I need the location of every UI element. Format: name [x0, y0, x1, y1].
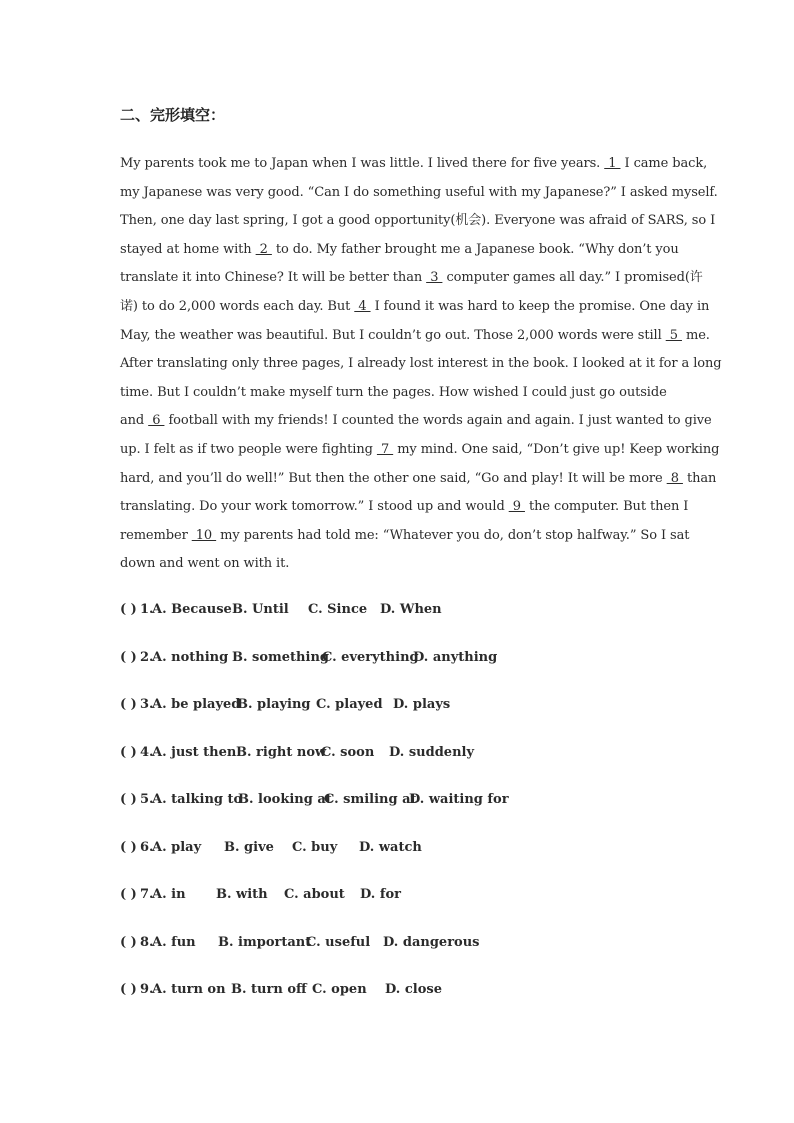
question-number: 6. — [140, 839, 154, 855]
passage-line — [120, 436, 720, 465]
option-c: C. played — [316, 697, 383, 712]
passage-text: stayed at home with — [120, 241, 256, 257]
question-item — [120, 792, 680, 840]
option-c: C. open — [312, 982, 367, 997]
passage-line — [120, 150, 708, 179]
passage-text: my Japanese was very good. “Can I do something useful with my Japanese?” I asked myself. — [120, 184, 718, 200]
passage-text: computer games all day.” I promised(许 — [442, 270, 703, 286]
option-a: A. talking to — [152, 792, 243, 807]
option-b: B. right now — [236, 744, 327, 760]
question-number: 2. — [140, 649, 154, 665]
passage-line — [120, 207, 716, 236]
passage-text: my mind. One said, “Don’t give up! Keep working — [393, 441, 720, 457]
passage-line — [120, 407, 712, 436]
option-d: D. watch — [359, 839, 422, 855]
option-a: A. play — [152, 839, 202, 855]
passage-line — [120, 293, 710, 322]
question-number: 9. — [140, 982, 154, 997]
option-b: B. Until — [232, 602, 289, 617]
passage-text: translating. Do your work tomorrow.” I stood up and would — [120, 499, 509, 515]
question-number: 7. — [140, 887, 154, 902]
passage-text: My parents took me to Japan when I was little. I lived there for five years. — [120, 156, 605, 171]
passage-text: up. I felt as if two people were fighting — [120, 441, 377, 457]
passage-line — [120, 522, 690, 551]
question-item — [120, 602, 680, 650]
option-b: B. with — [216, 887, 268, 902]
blank-number: 10 — [191, 527, 217, 543]
option-b: B. playing — [237, 697, 311, 712]
answer-blank[interactable]: ( ) — [120, 934, 137, 950]
answer-blank[interactable]: ( ) — [120, 839, 137, 855]
passage-text: my parents had told me: “Whatever you do, don’t stop halfway.” So I sat — [216, 527, 690, 543]
passage-line — [120, 493, 689, 522]
passage-text: I came back, — [620, 156, 708, 171]
passage-line — [120, 465, 717, 494]
option-d: D. When — [380, 602, 442, 617]
answer-blank[interactable]: ( ) — [120, 602, 137, 617]
blank-number: 7 — [376, 441, 394, 457]
passage-line — [120, 379, 680, 408]
option-d: D. dangerous — [383, 934, 480, 950]
answer-blank[interactable]: ( ) — [120, 744, 137, 760]
passage-text: the computer. But then I — [524, 499, 689, 515]
option-c: C. Since — [308, 602, 368, 617]
answer-blank[interactable]: ( ) — [120, 792, 137, 807]
question-number: 8. — [140, 934, 154, 950]
passage-text: I found it was hard to keep the promise. One day in — [370, 298, 710, 314]
question-item — [120, 982, 680, 1030]
blank-number: 8 — [666, 470, 683, 486]
option-a: A. fun — [152, 934, 196, 950]
passage-text: football with my friends! I counted the words again and again. I just wanted to give — [164, 413, 712, 429]
answer-blank[interactable]: ( ) — [120, 649, 137, 665]
option-d: D. for — [360, 887, 401, 902]
passage-text: remember — [120, 527, 192, 543]
blank-number: 6 — [148, 413, 165, 429]
passage-text: May, the weather was beautiful. But I couldn’t go out. Those 2,000 words were still — [120, 327, 666, 343]
question-item — [120, 745, 680, 793]
passage-line — [120, 550, 680, 579]
blank-number: 4 — [354, 298, 371, 314]
blank-number: 9 — [508, 499, 525, 515]
question-number: 3. — [140, 697, 154, 712]
option-a: A. in — [152, 887, 186, 902]
option-b: B. important — [218, 934, 312, 950]
option-b: B. something — [232, 649, 329, 665]
passage-line — [120, 350, 722, 379]
answer-blank[interactable]: ( ) — [120, 697, 137, 712]
blank-number: 1 — [604, 156, 621, 171]
option-d: D. anything — [413, 649, 498, 665]
option-c: C. about — [284, 887, 345, 902]
passage-text: time. But I couldn’t make myself turn the pages. How wished I could just go outside — [120, 384, 667, 400]
question-list — [120, 602, 680, 1030]
option-c: C. useful — [306, 934, 371, 950]
option-d: D. close — [385, 982, 442, 997]
passage-text: and — [120, 413, 149, 429]
option-b: B. turn off — [231, 982, 307, 997]
blank-number: 5 — [665, 327, 682, 343]
passage-text: hard, and you’ll do well!” But then the other one said, “Go and play! It will be more — [120, 470, 667, 486]
option-b: B. give — [224, 839, 274, 855]
option-d: D. plays — [393, 697, 451, 712]
question-item — [120, 697, 680, 745]
passage-line — [120, 264, 703, 293]
blank-number: 3 — [426, 270, 443, 286]
question-item — [120, 935, 680, 983]
option-a: A. Because — [152, 602, 232, 617]
question-item — [120, 887, 680, 935]
question-number: 4. — [140, 744, 154, 760]
answer-blank[interactable]: ( ) — [120, 982, 137, 997]
option-c: C. buy — [292, 839, 338, 855]
passage-text: me. — [681, 327, 710, 343]
passage-text: down and went on with it. — [120, 556, 290, 572]
question-item — [120, 650, 680, 698]
option-d: D. waiting for — [409, 792, 509, 807]
passage-line — [120, 236, 680, 265]
question-number: 5. — [140, 792, 154, 807]
question-number: 1. — [140, 602, 154, 617]
passage-text: than — [682, 470, 717, 486]
passage-line — [120, 179, 718, 208]
option-a: A. nothing — [152, 649, 229, 665]
blank-number: 2 — [255, 241, 272, 257]
option-c: C. smiling at — [324, 792, 417, 807]
question-item — [120, 840, 680, 888]
passage-text: to do. My father brought me a Japanese book. “Why don’t you — [271, 241, 679, 257]
passage-line — [120, 322, 710, 351]
option-a: A. just then — [152, 744, 237, 760]
passage-text: translate it into Chinese? It will be better than — [120, 270, 427, 286]
option-d: D. suddenly — [389, 744, 475, 760]
option-c: C. everything — [322, 649, 419, 665]
option-c: C. soon — [321, 744, 375, 760]
option-a: A. be played — [152, 697, 241, 712]
section-title: 二、完形填空： — [120, 106, 226, 124]
passage-text: After translating only three pages, I already lost interest in the book. I looked at it for a long — [120, 356, 722, 372]
passage-text: Then, one day last spring, I got a good opportunity(机会). Everyone was afraid of SARS, so I — [120, 213, 716, 229]
passage-text: 诺) to do 2,000 words each day. But — [120, 298, 355, 314]
option-a: A. turn on — [152, 982, 226, 997]
answer-blank[interactable]: ( ) — [120, 887, 137, 902]
cloze-passage — [120, 150, 722, 579]
option-b: B. looking at — [238, 792, 332, 807]
